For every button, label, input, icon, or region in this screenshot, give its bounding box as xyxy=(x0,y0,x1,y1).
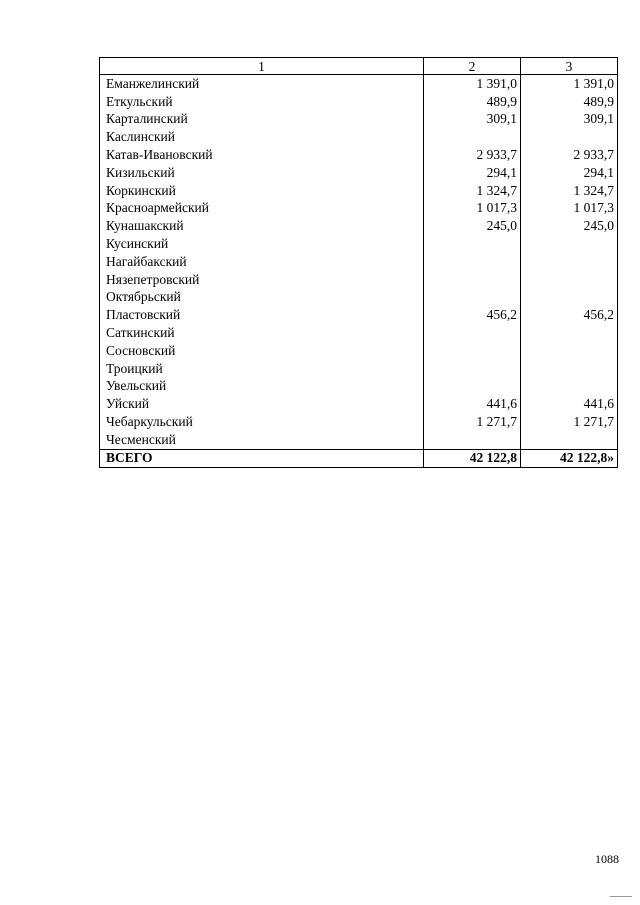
scan-edge-mark xyxy=(610,896,632,897)
value-col-3: 1 271,7 xyxy=(521,413,618,431)
value-col-2 xyxy=(424,235,521,253)
value-col-3: 489,9 xyxy=(521,93,618,111)
value-col-3 xyxy=(521,253,618,271)
value-col-2 xyxy=(424,128,521,146)
value-col-2: 2 933,7 xyxy=(424,146,521,164)
table-row xyxy=(100,128,618,146)
value-col-3: 1 017,3 xyxy=(521,200,618,218)
header-col-1: 1 xyxy=(100,58,424,75)
table-row xyxy=(100,431,618,449)
value-col-2: 309,1 xyxy=(424,111,521,129)
table-row xyxy=(100,182,618,200)
table-row xyxy=(100,235,618,253)
value-col-2 xyxy=(424,360,521,378)
district-name: Сосновский xyxy=(100,342,424,360)
value-col-2: 441,6 xyxy=(424,395,521,413)
value-col-3 xyxy=(521,360,618,378)
value-col-2: 1 017,3 xyxy=(424,200,521,218)
district-name: Коркинский xyxy=(100,182,424,200)
district-name: Кунашакский xyxy=(100,217,424,235)
value-col-2: 456,2 xyxy=(424,306,521,324)
total-label: ВСЕГО xyxy=(100,449,424,467)
district-name: Еткульский xyxy=(100,93,424,111)
district-name: Карталинский xyxy=(100,111,424,129)
table-row xyxy=(100,395,618,413)
value-col-2 xyxy=(424,431,521,449)
header-row xyxy=(100,58,618,75)
district-name: Кусинский xyxy=(100,235,424,253)
header-col-2: 2 xyxy=(424,58,521,75)
value-col-2: 489,9 xyxy=(424,93,521,111)
table-row xyxy=(100,217,618,235)
value-col-2: 245,0 xyxy=(424,217,521,235)
table-row xyxy=(100,200,618,218)
table-row xyxy=(100,146,618,164)
value-col-3 xyxy=(521,289,618,307)
district-name: Уйский xyxy=(100,395,424,413)
value-col-3 xyxy=(521,271,618,289)
value-col-3: 441,6 xyxy=(521,395,618,413)
table-row xyxy=(100,324,618,342)
district-name: Кизильский xyxy=(100,164,424,182)
value-col-3: 245,0 xyxy=(521,217,618,235)
total-row xyxy=(100,449,618,467)
district-name: Еманжелинский xyxy=(100,75,424,93)
table-footer xyxy=(100,449,618,467)
value-col-3: 294,1 xyxy=(521,164,618,182)
header-col-3: 3 xyxy=(521,58,618,75)
district-name: Увельский xyxy=(100,378,424,396)
table-row xyxy=(100,413,618,431)
page-number: 1088 xyxy=(595,852,619,866)
value-col-3 xyxy=(521,235,618,253)
value-col-3: 1 391,0 xyxy=(521,75,618,93)
table-row xyxy=(100,253,618,271)
budget-table xyxy=(99,57,618,468)
value-col-3: 309,1 xyxy=(521,111,618,129)
value-col-2: 294,1 xyxy=(424,164,521,182)
table-row xyxy=(100,378,618,396)
table-header xyxy=(100,58,618,75)
value-col-3 xyxy=(521,324,618,342)
table-row xyxy=(100,271,618,289)
value-col-2 xyxy=(424,253,521,271)
value-col-2 xyxy=(424,289,521,307)
district-name: Нязепетровский xyxy=(100,271,424,289)
table-body xyxy=(100,75,618,450)
district-name: Красноармейский xyxy=(100,200,424,218)
table-row xyxy=(100,75,618,93)
district-name: Октябрьский xyxy=(100,289,424,307)
table-row xyxy=(100,306,618,324)
table-row xyxy=(100,342,618,360)
table-row xyxy=(100,93,618,111)
district-name: Пластовский xyxy=(100,306,424,324)
value-col-3: 456,2 xyxy=(521,306,618,324)
district-name: Нагайбакский xyxy=(100,253,424,271)
district-name: Чебаркульский xyxy=(100,413,424,431)
table-row xyxy=(100,360,618,378)
district-name: Чесменский xyxy=(100,431,424,449)
value-col-2 xyxy=(424,324,521,342)
value-col-3 xyxy=(521,128,618,146)
value-col-2 xyxy=(424,378,521,396)
value-col-3 xyxy=(521,342,618,360)
district-name: Троицкий xyxy=(100,360,424,378)
value-col-2: 1 391,0 xyxy=(424,75,521,93)
value-col-3: 2 933,7 xyxy=(521,146,618,164)
value-col-2: 1 324,7 xyxy=(424,182,521,200)
value-col-3: 1 324,7 xyxy=(521,182,618,200)
value-col-2 xyxy=(424,271,521,289)
district-name: Катав-Ивановский xyxy=(100,146,424,164)
value-col-2: 1 271,7 xyxy=(424,413,521,431)
table-row xyxy=(100,164,618,182)
table-row xyxy=(100,289,618,307)
total-col-3: 42 122,8» xyxy=(521,449,618,467)
value-col-2 xyxy=(424,342,521,360)
table-row xyxy=(100,111,618,129)
district-name: Каслинский xyxy=(100,128,424,146)
total-col-2: 42 122,8 xyxy=(424,449,521,467)
value-col-3 xyxy=(521,431,618,449)
value-col-3 xyxy=(521,378,618,396)
district-name: Саткинский xyxy=(100,324,424,342)
